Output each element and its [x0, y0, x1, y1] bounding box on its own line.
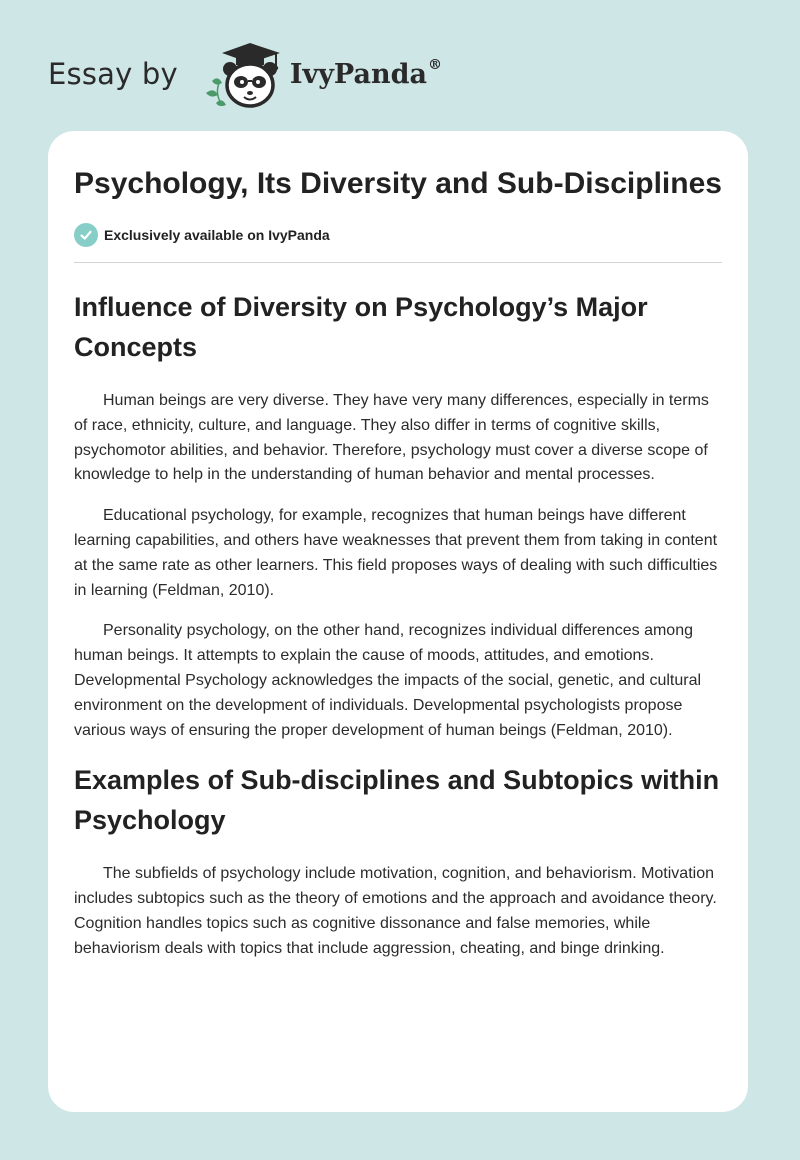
section-heading: Influence of Diversity on Psychology’s Major Concepts	[74, 292, 648, 362]
paragraph: Educational psychology, for example, recognizes that human beings have different learning capabilities, and others have weaknesses that prevent them from taking in content at the same rate as other learners. This field proposes ways of dealing with such difficulties in learning (Feldman, 2010).	[74, 507, 718, 599]
panda-graduate-icon	[196, 37, 288, 111]
paragraph: Personality psychology, on the other hand, recognizes individual differences among human beings. It attempts to explain the cause of moods, attitudes, and emotions. Developmental Psychology acknowledges the impacts of the social, genetic, and cultural environment on the development of individuals. Developmental psychologists propose various ways of ensuring the proper development of human beings (Feldman, 2010).	[74, 622, 702, 739]
paragraph: Human beings are very diverse. They have very many differences, especially in terms of race, ethnicity, culture, and language. They also differ in terms of cognitive skills, psychomotor abilities, and behavior. Therefore, psychology must cover a diverse scope of knowledge to help in the understanding of human behavior and mental processes.	[74, 392, 709, 484]
site-header	[48, 34, 442, 114]
page-title: Psychology, Its Diversity and Sub-Disciplines	[74, 167, 722, 200]
brand-text: IvyPanda	[289, 58, 427, 90]
section-heading: Examples of Sub-disciplines and Subtopics within Psychology	[74, 765, 720, 836]
divider	[74, 262, 722, 263]
essay-card	[48, 131, 748, 1112]
exclusive-label: Exclusively available on IvyPanda	[104, 227, 330, 243]
exclusive-badge	[74, 223, 722, 247]
ivypanda-logo[interactable]	[196, 37, 442, 111]
registered-mark: ®	[427, 56, 442, 73]
check-icon	[74, 223, 98, 247]
brand-name	[289, 56, 442, 90]
paragraph: The subfields of psychology include motivation, cognition, and behaviorism. Motivation includes subtopics such as the theory of emotions and the approach and avoidance theory. Cognition handles topics such as cognitive dissonance and false memories, while behaviorism deals with topics that include aggression, cheating, and binge drinking.	[74, 865, 717, 957]
essay-by-label: Essay by	[48, 57, 178, 91]
